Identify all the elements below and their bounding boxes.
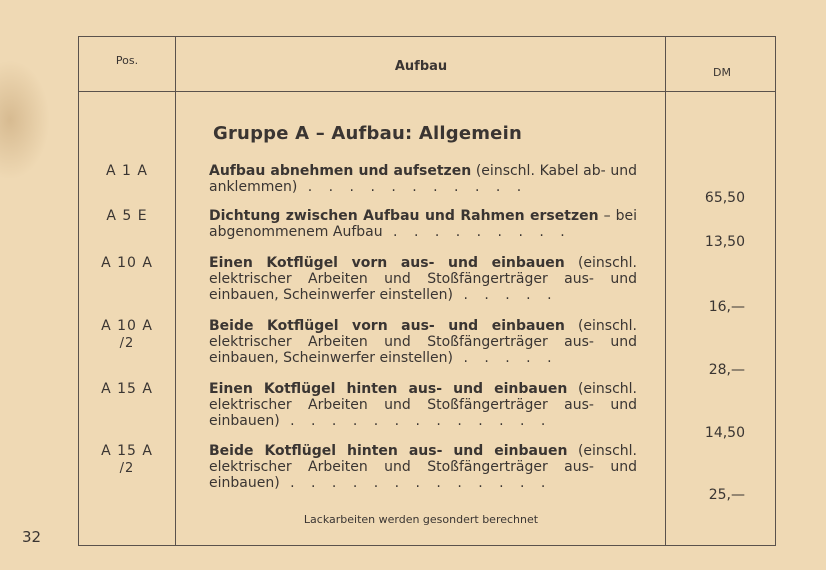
item-price: 13,50	[704, 234, 745, 250]
item-description	[209, 255, 637, 303]
dot-leaders: . . . . . . . . . . .	[297, 179, 528, 195]
header-price: DM	[713, 65, 731, 79]
item-price: 14,50	[704, 425, 745, 441]
footnote: Lackarbeiten werden gesondert berechnet	[303, 513, 539, 526]
item-title: Beide Kotflügel hinten aus- und einbauen	[209, 443, 568, 459]
column-divider	[665, 37, 666, 545]
position-main: A 15 A	[101, 381, 153, 397]
position-main: A 5 E	[106, 208, 148, 224]
item-details: – bei abgenommenem Aufbau	[209, 208, 637, 240]
position-sub: /2	[119, 461, 135, 476]
position-code	[79, 208, 175, 225]
item-title: Beide Kotflügel vorn aus- und einbauen	[209, 318, 565, 334]
position-main: A 15 A	[101, 443, 153, 459]
position-main: A 1 A	[106, 163, 148, 179]
item-title: Einen Kotflügel hinten aus- und einbauen	[209, 381, 568, 397]
position-code	[79, 255, 175, 272]
item-details: (einschl. Kabel ab- und anklemmen)	[209, 163, 637, 195]
position-code	[79, 381, 175, 398]
page-number: 32	[22, 528, 42, 546]
item-price: 25,—	[708, 487, 745, 503]
item-price: 16,—	[708, 299, 745, 315]
dot-leaders: . . . . .	[453, 350, 558, 366]
position-code	[79, 163, 175, 180]
position-main: A 10 A	[101, 255, 153, 271]
group-title: Gruppe A – Aufbau: Allgemein	[213, 123, 522, 144]
dot-leaders: . . . . . . . . .	[382, 224, 571, 240]
item-details: (einschl. elektrischer Arbeiten und Stoßfängerträger aus- und einbauen)	[209, 381, 637, 429]
item-details: (einschl. elektrischer Arbeiten und Stoßfängerträger aus- und einbauen, Scheinwerfer einstellen)	[209, 255, 637, 303]
header-pos: Pos.	[115, 53, 139, 67]
item-description	[209, 208, 637, 240]
item-description	[209, 443, 637, 491]
dot-leaders: . . . . .	[453, 287, 558, 303]
price-table	[78, 36, 776, 546]
item-price: 28,—	[708, 362, 745, 378]
item-description	[209, 318, 637, 366]
item-title: Aufbau abnehmen und aufsetzen	[209, 163, 472, 179]
dot-leaders: . . . . . . . . . . . . .	[279, 413, 552, 429]
item-title: Einen Kotflügel vorn aus- und einbauen	[209, 255, 565, 271]
item-details: (einschl. elektrischer Arbeiten und Stoßfängerträger aus- und einbauen, Scheinwerfer einstellen)	[209, 318, 637, 366]
position-code	[79, 318, 175, 352]
dot-leaders: . . . . . . . . . . . . .	[279, 475, 552, 491]
position-main: A 10 A	[101, 318, 153, 334]
header-description: Aufbau	[394, 58, 448, 74]
item-description	[209, 163, 637, 195]
paper-stain	[0, 60, 50, 180]
column-divider	[175, 37, 176, 545]
item-price: 65,50	[704, 190, 745, 206]
position-code	[79, 443, 175, 477]
item-title: Dichtung zwischen Aufbau und Rahmen ersetzen	[209, 208, 599, 224]
item-details: (einschl. elektrischer Arbeiten und Stoßfängerträger aus- und einbauen)	[209, 443, 637, 491]
position-sub: /2	[119, 336, 135, 351]
item-description	[209, 381, 637, 429]
